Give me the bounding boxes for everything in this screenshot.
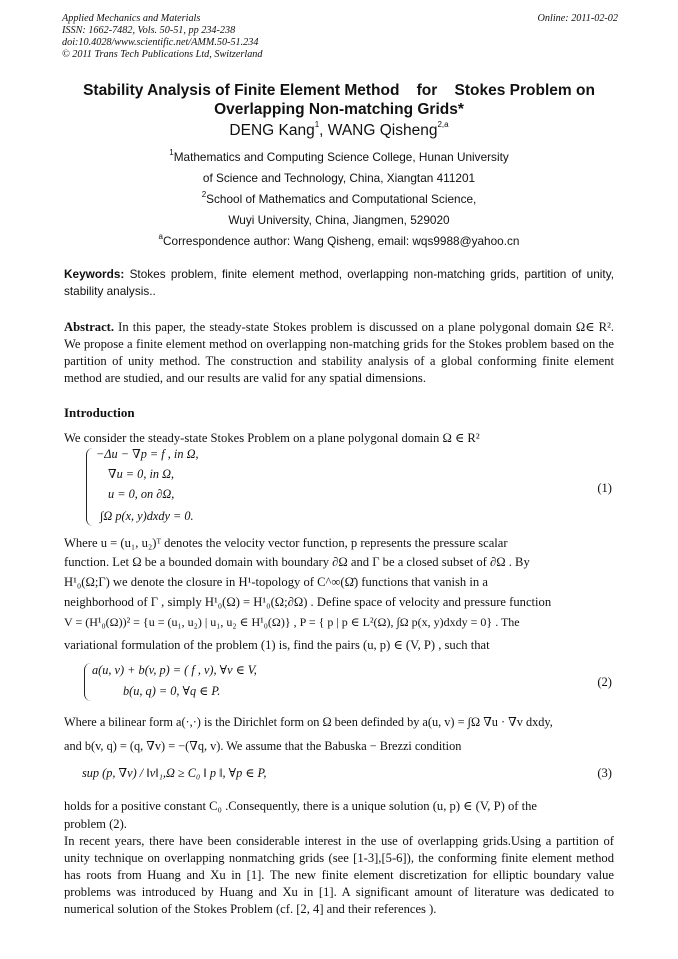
aff1-l1: Mathematics and Computing Science College, Hunan University (173, 150, 509, 164)
title-line-1: Stability Analysis of Finite Element Method for Stokes Problem on (83, 82, 595, 99)
journal-header (62, 13, 618, 61)
corr-text: Correspondence author: Wang Qisheng, email: wqs9988@yahoo.cn (162, 234, 520, 248)
eq1-brace (86, 448, 93, 526)
eq2-brace (84, 663, 91, 701)
eq1-line-1: −Δu − ∇p = f , in Ω, (96, 447, 199, 461)
author-1: DENG Kang (229, 122, 315, 139)
abstract-label: Abstract. (64, 320, 115, 334)
issn: ISSN: 1662-7482, Vols. 50-51, pp 234-238 (62, 25, 236, 36)
aff2-l1: School of Mathematics and Computational Science, (206, 192, 477, 206)
eq2-line-2: b(u, q) = 0, ∀q ∈ P. (123, 684, 221, 698)
journal-name: Applied Mechanics and Materials (62, 13, 201, 24)
eq3-number: (3) (597, 766, 612, 780)
eq2-line-1: a(u, v) + b(v, p) = ( f , v), ∀v ∈ V, (92, 663, 257, 677)
eq1-line-3: u = 0, on ∂Ω, (108, 487, 175, 501)
aff1-sup: 1 (169, 148, 174, 157)
correspondence (0, 234, 678, 248)
intro-p5: In recent years, there have been considerable interest in the use of overlapping grids.Using a partition of unity technique on overlapping nonmatching grids (see [1-3],[5-6]), the conforming finite element method has roots from Huang and Xu in [1]. The new finite element discretization for elliptic boundary value problems was introduced by Huang and Xu in [1]. A significant amount of literature was dedicated to numerical solution of the Stokes Problem (cf. [2, 4] and their references ). (64, 834, 614, 916)
intro-p2-line-2: function. Let Ω be a bounded domain with boundary ∂Ω and Γ be a closed subset of ∂Ω . By (64, 555, 530, 569)
paper-title (40, 81, 638, 119)
intro-p4-line-1: holds for a positive constant C₀ .Consequently, there is a unique solution (u, p) ∈ (V, P) of the (64, 799, 537, 813)
intro-p4-line-2: problem (2). (64, 817, 127, 831)
author-2-sup: 2,a (437, 120, 449, 129)
aff2-sup: 2 (201, 190, 207, 199)
intro-p2-line-1: Where u = (u₁, u₂)ᵀ denotes the velocity vector function, p represents the pressure scalar (64, 536, 508, 550)
intro-p3-line-2: and b(v, q) = (q, ∇v) = −(∇q, v). We assume that the Babuska − Brezzi condition (64, 739, 462, 753)
intro-p2-line-6: variational formulation of the problem (1) is, find the pairs (u, p) ∈ (V, P) , such that (64, 638, 490, 652)
author-sep: , (319, 122, 328, 139)
intro-p3-line-1: Where a bilinear form a(·,·) is the Dirichlet form on Ω been definded by a(u, v) = ∫Ω ∇u · ∇v dxdy, (64, 715, 553, 729)
eq1-line-2: ∇u = 0, in Ω, (108, 467, 175, 481)
corr-sup: a (158, 232, 163, 241)
section-heading-introduction: Introduction (64, 405, 135, 420)
eq1-number: (1) (597, 481, 612, 495)
online-date: Online: 2011-02-02 (537, 13, 618, 24)
intro-p2-line-5: V = (H¹₀(Ω))² = {u = (u₁, u₂) | u₁, u₂ ∈ H¹₀(Ω)} , P = { p | p ∈ L²(Ω), ∫Ω p(x, y)dxdy = 0} . The (64, 615, 520, 629)
affiliation-1-line-2: of Science and Technology, China, Xiangtan 411201 (202, 171, 476, 185)
author-list (0, 122, 678, 140)
eq3: sup (p, ∇v) / ‖v‖₁,Ω ≥ C₀ ‖ p ‖, ∀p ∈ P, (82, 766, 267, 780)
intro-p1: We consider the steady-state Stokes Problem on a plane polygonal domain Ω ∈ R² (64, 431, 480, 445)
affiliation-2-line-1 (0, 192, 678, 206)
intro-p2-line-4: neighborhood of Γ , simply H¹₀(Ω) = H¹₀(Ω;∂Ω) . Define space of velocity and pressure function (64, 595, 552, 609)
author-2: WANG Qisheng (327, 122, 438, 139)
keywords (64, 266, 614, 300)
affiliation-2-line-2: Wuyi University, China, Jiangmen, 529020 (228, 213, 450, 227)
title-line-2: Overlapping Non-matching Grids* (214, 101, 464, 118)
keywords-label: Keywords: (64, 267, 125, 281)
copyright: © 2011 Trans Tech Publications Ltd, Switzerland (62, 49, 263, 60)
abstract-text: In this paper, the steady-state Stokes problem is discussed on a plane polygonal domain Ω∈ R². We propose a finite element method on overlapping non-matching grids for the Stokes problem based on the partition of unity method. The construction and stability analysis of a global conforming finite element method are studied, and our results are valid for any spatial dimensions. (64, 320, 614, 385)
doi: doi:10.4028/www.scientific.net/AMM.50-51.234 (62, 37, 259, 48)
keywords-text: Stokes problem, finite element method, overlapping non-matching grids, partition of unity, stability analysis.. (64, 267, 614, 298)
eq2-number: (2) (597, 675, 612, 689)
abstract (64, 319, 614, 387)
eq1-line-4: ∫Ω p(x, y)dxdy = 0. (100, 509, 194, 523)
author-1-sup: 1 (314, 120, 320, 129)
intro-p2-line-3: H¹₀(Ω;Γ) we denote the closure in H¹-topology of C^∞(Ω̄) functions that vanish in a (64, 575, 488, 589)
affiliation-1-line-1 (0, 150, 678, 164)
